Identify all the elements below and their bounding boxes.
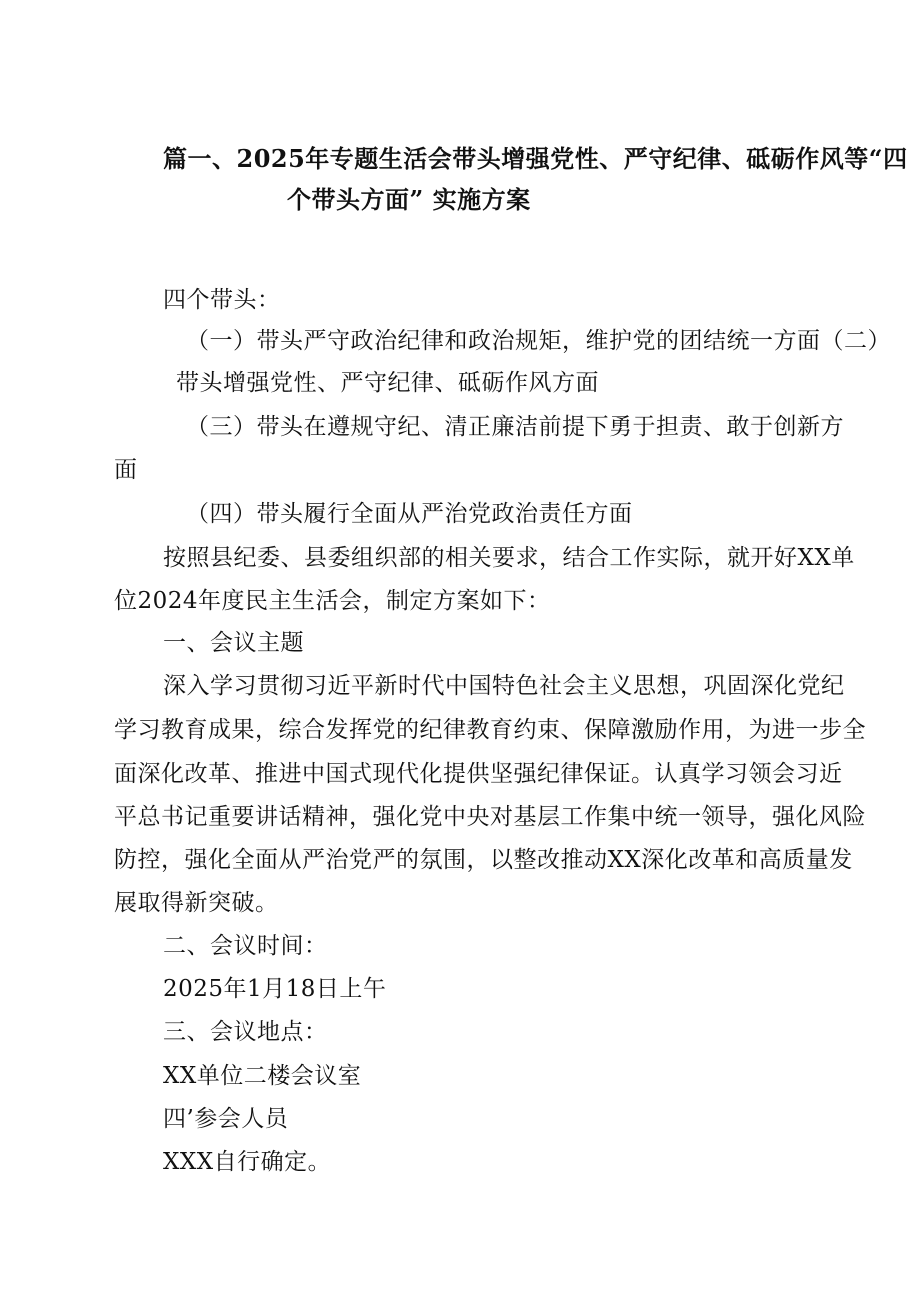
meeting-place: XX单位二楼会议室 bbox=[163, 1063, 362, 1089]
item-1-line-2: 带头增强党性、严守纪律、砥砺作风方面 bbox=[176, 370, 599, 396]
document-title-line-2: 个带头方面” 实施方案 bbox=[287, 185, 531, 214]
item-3-line-1: （三）带头在遵规守纪、清正廉洁前提下勇于担责、敢于创新方 bbox=[186, 414, 844, 440]
theme-line-4: 平总书记重要讲话精神，强化党中央对基层工作集中统一领导，强化风险 bbox=[114, 804, 866, 830]
intro-line-1: 按照县纪委、县委组织部的相关要求，结合工作实际，就开好XX单 bbox=[163, 545, 855, 571]
theme-line-1: 深入学习贯彻习近平新时代中国特色社会主义思想，巩固深化党纪 bbox=[163, 673, 845, 699]
section-2-heading: 二、会议时间： bbox=[163, 933, 328, 959]
item-1-line-1: （一）带头严守政治纪律和政治规矩，维护党的团结统一方面（二） bbox=[186, 328, 891, 354]
meeting-time: 2025年1月18日上午 bbox=[163, 976, 387, 1002]
theme-line-3: 面深化改革、推进中国式现代化提供坚强纪律保证。认真学习领会习近 bbox=[114, 761, 843, 787]
intro-line-2: 位2024年度民主生活会，制定方案如下： bbox=[114, 588, 551, 614]
section-1-heading: 一、会议主题 bbox=[163, 630, 304, 656]
theme-line-6: 展取得新突破。 bbox=[114, 890, 279, 916]
attendees: XXX自行确定。 bbox=[163, 1149, 332, 1175]
item-3-line-2: 面 bbox=[114, 457, 138, 483]
theme-line-5: 防控，强化全面从严治党严的氛围，以整改推动XX深化改革和高质量发 bbox=[114, 847, 853, 873]
section-3-heading: 三、会议地点： bbox=[163, 1019, 328, 1045]
section-4-heading: 四’参会人员 bbox=[163, 1106, 289, 1132]
four-heads-heading: 四个带头： bbox=[163, 287, 281, 313]
theme-line-2: 学习教育成果，综合发挥党的纪律教育约束、保障激励作用，为进一步全 bbox=[114, 717, 866, 743]
document-title-line-1: 篇一、2025年专题生活会带头增强党性、严守纪律、砥砺作风等“四 bbox=[163, 144, 908, 173]
item-4: （四）带头履行全面从严治党政治责任方面 bbox=[186, 501, 633, 527]
